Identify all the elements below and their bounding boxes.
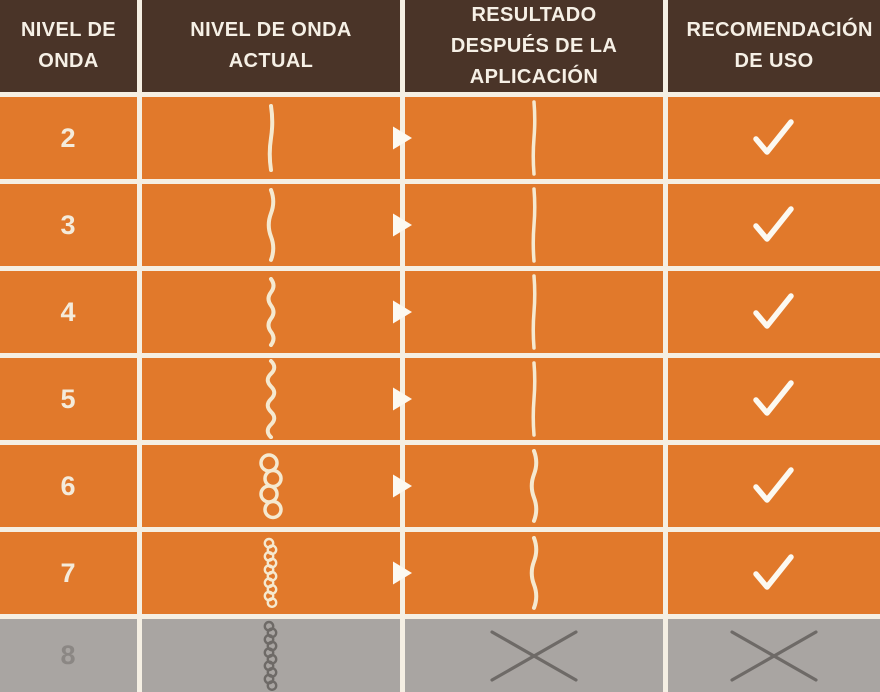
hair-strand-icon xyxy=(516,536,552,610)
check-icon xyxy=(751,378,797,420)
arrow-right-icon xyxy=(392,474,413,499)
level-number: 8 xyxy=(60,640,77,670)
header-label: NIVEL DE ONDA ACTUAL xyxy=(190,19,352,72)
check-icon xyxy=(751,465,797,507)
level-cell xyxy=(0,358,137,440)
result-cell xyxy=(405,184,663,266)
level-cell xyxy=(0,532,137,614)
arrow-right-icon xyxy=(392,387,413,412)
header-label: RECOMENDACIÓN DE USO xyxy=(686,19,873,72)
current-wave-cell xyxy=(142,271,400,353)
cross-icon xyxy=(727,627,821,685)
result-cell xyxy=(405,97,663,179)
hair-strand-icon xyxy=(516,187,552,263)
recommendation-cell xyxy=(668,97,880,179)
level-number: 6 xyxy=(60,470,77,501)
check-icon xyxy=(751,291,797,333)
level-cell xyxy=(0,619,137,692)
current-wave-cell xyxy=(142,358,400,440)
hair-strand-icon xyxy=(253,359,289,439)
recommendation-cell xyxy=(668,532,880,614)
header-recomendacion-de-uso xyxy=(668,0,880,92)
header-nivel-de-onda-actual xyxy=(142,0,400,92)
result-cell xyxy=(405,271,663,353)
current-wave-cell xyxy=(142,184,400,266)
header-label: NIVEL DE ONDA xyxy=(20,19,117,72)
hair-strand-icon xyxy=(253,188,289,262)
current-wave-cell xyxy=(142,619,400,692)
level-number: 5 xyxy=(60,383,77,414)
hair-strand-icon xyxy=(516,100,552,176)
recommendation-cell xyxy=(668,184,880,266)
hair-strand-icon xyxy=(516,274,552,350)
level-cell xyxy=(0,271,137,353)
arrow-right-icon xyxy=(392,561,413,586)
level-number: 7 xyxy=(60,557,77,588)
current-wave-cell xyxy=(142,97,400,179)
header-nivel-de-onda xyxy=(0,0,137,92)
hair-strand-icon xyxy=(253,452,289,521)
current-wave-cell xyxy=(142,445,400,527)
level-number: 4 xyxy=(60,296,77,327)
level-cell xyxy=(0,445,137,527)
check-icon xyxy=(751,552,797,594)
recommendation-cell xyxy=(668,445,880,527)
hair-strand-icon xyxy=(253,277,289,347)
arrow-right-icon xyxy=(392,300,413,325)
level-number: 3 xyxy=(60,209,77,240)
recommendation-cell xyxy=(668,271,880,353)
recommendation-cell xyxy=(668,358,880,440)
current-wave-cell xyxy=(142,532,400,614)
result-cell xyxy=(405,358,663,440)
hair-strand-icon xyxy=(516,361,552,437)
hair-strand-icon xyxy=(516,449,552,523)
hair-strand-icon xyxy=(253,536,289,610)
cross-icon xyxy=(487,627,581,685)
level-cell xyxy=(0,184,137,266)
check-icon xyxy=(751,204,797,246)
arrow-right-icon xyxy=(392,213,413,238)
result-cell xyxy=(405,619,663,692)
level-cell xyxy=(0,97,137,179)
arrow-right-icon xyxy=(392,126,413,151)
check-icon xyxy=(751,117,797,159)
level-number: 2 xyxy=(60,122,77,153)
header-label: RESULTADO DESPUÉS DE LA APLICACIÓN xyxy=(450,3,618,88)
result-cell xyxy=(405,445,663,527)
recommendation-cell xyxy=(668,619,880,692)
result-cell xyxy=(405,532,663,614)
header-resultado-despues xyxy=(405,0,663,92)
hair-strand-icon xyxy=(253,104,289,172)
hair-strand-icon xyxy=(253,619,289,692)
